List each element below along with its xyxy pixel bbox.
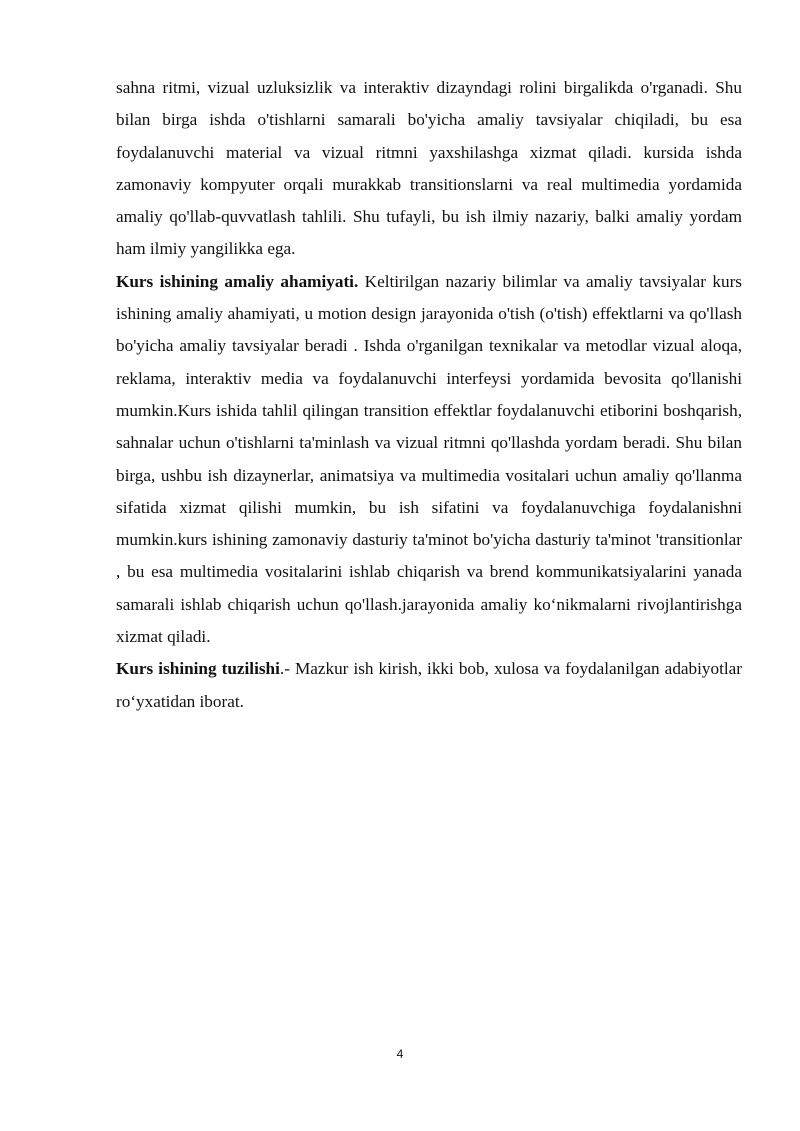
structure-paragraph (116, 653, 742, 718)
practical-significance-heading: Kurs ishining amaliy ahamiyati. (116, 271, 359, 291)
structure-heading: Kurs ishining tuzilishi (116, 659, 280, 679)
practical-significance-paragraph (116, 266, 742, 654)
body-text (116, 72, 742, 718)
intro-paragraph: sahna ritmi, vizual uzluksizlik va interaktiv dizayndagi rolini birgalikda o'rganadi. Shu bilan birga ishda o'tishlarni samarali bo'yicha amaliy tavsiyalar chiqiladi, bu esa foydalanuvchi material va vizual ritmni yaxshilashga xizmat qiladi. kursida ishda zamonaviy kompyuter orqali murakkab transitionslarni va real multimedia yordamida amaliy qo'llab-quvvatlash tahlili. Shu tufayli, bu ish ilmiy nazariy, balki amaliy yordam ham ilmiy yangilikka ega. (116, 78, 742, 259)
page-number: 4 (396, 1047, 404, 1061)
structure-text: .- Mazkur ish kirish, ikki bob, xulosa va foydalanilgan adabiyotlar ro‘yxatidan iborat. (116, 659, 742, 711)
practical-significance-text: Keltirilgan nazariy bilimlar va amaliy tavsiyalar kurs ishining amaliy ahamiyati, u motion design jarayonida o'tish (o'tish) effektlarni va qo'llash bo'yicha amaliy tavsiyalar beradi . Ishda o'rganilgan texnikalar va metodlar vizual aloqa, reklama, interaktiv media va foydalanuvchi interfeysi yordamida bevosita qo'llanishi mumkin.Kurs ishida tahlil qilingan transition effektlar foydalanuvchi etiborini boshqarish, sahnalar uchun o'tishlarni ta'minlash va vizual ritmni qo'llashda yordam beradi. Shu bilan birga, ushbu ish dizaynerlar, animatsiya va multimedia vositalari uchun amaliy qo'llanma sifatida xizmat qilishi mumkin, bu ish sifatini va foydalanuvchiga foydalanishni mumkin.kurs ishining zamonaviy dasturiy ta'minot bo'yicha dasturiy ta'minot 'transitionlar , bu esa multimedia vositalarini ishlab chiqarish va brend kommunikatsiyalarini yanada samarali ishlab chiqarish uchun qo'llash.jarayonida amaliy ko‘nikmalarni rivojlantirishga xizmat qiladi. (116, 271, 742, 647)
